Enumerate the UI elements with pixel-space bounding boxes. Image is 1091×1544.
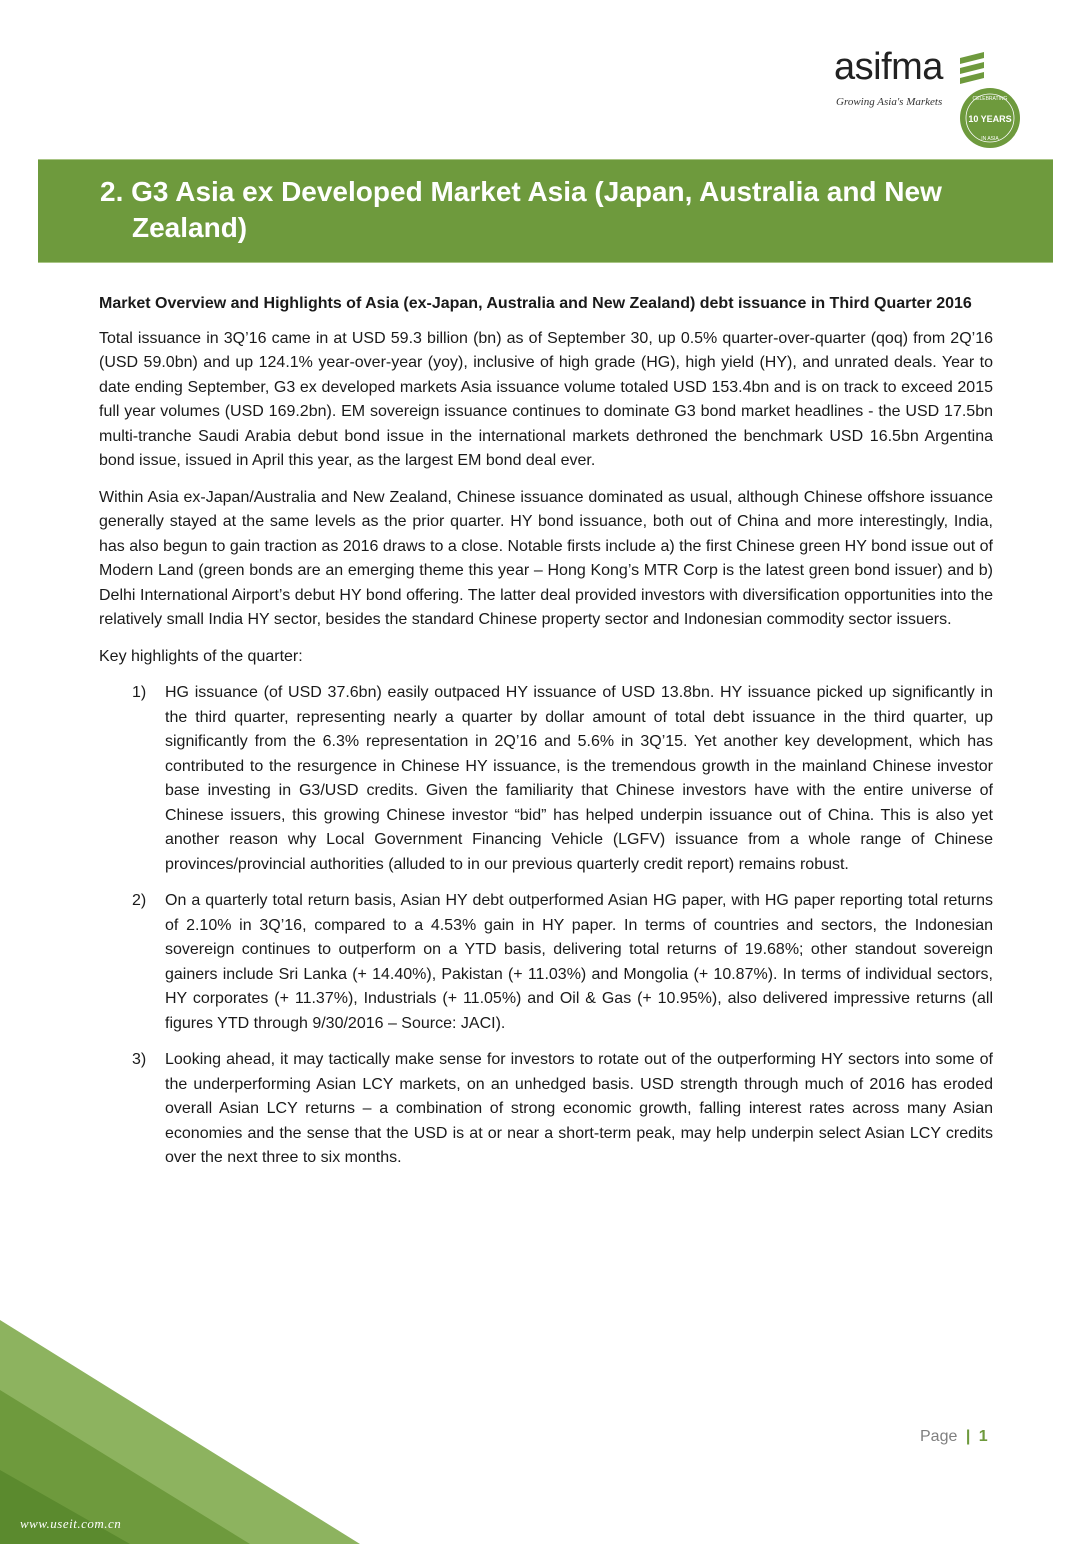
- list-item-text: Looking ahead, it may tactically make sense for investors to rotate out of the outperforming HY sectors into some of the underperforming Asian LCY markets, on an unhedged basis. USD strength through much of 2016 has eroded overall Asian LCY returns – a combination of strong economic growth, falling interest rates across many Asian economies and the sense that the USD is at or near a short-term peak, may help underpin select Asian LCY credits over the next three to six months.: [165, 1051, 993, 1166]
- page-number: [920, 1428, 988, 1446]
- list-item-number: 1): [132, 684, 147, 701]
- section-subheading: Market Overview and Highlights of Asia (ex-Japan, Australia and New Zealand) debt issuance in Third Quarter 2016: [99, 295, 972, 312]
- list-item-text: On a quarterly total return basis, Asian HY debt outperformed Asian HG paper, with HG paper reporting total returns of 2.10% in 3Q’16, compared to a 4.53% gain in HY paper. In terms of countries and sectors, the Indonesian sovereign continues to outperform on a YTD basis, delivering total returns of 19.68%; other standout sovereign gainers include Sri Lanka (+ 14.40%), Pakistan (+ 11.03%) and Mongolia (+ 10.87%). In terms of individual sectors, HY corporates (+ 11.37%), Industrials (+ 11.05%) and Oil & Gas (+ 10.95%), also delivered impressive returns (all figures YTD through 9/30/2016 – Source: JACI).: [165, 892, 993, 1032]
- page-number-value: 1: [978, 1428, 988, 1445]
- section-title: 2. G3 Asia ex Developed Market Asia (Japan, Australia and New Zealand): [100, 176, 942, 243]
- badge-main-text: 10 YEARS: [968, 114, 1012, 124]
- list-item-number: 2): [132, 892, 147, 909]
- highlights-list: [99, 681, 993, 1171]
- anniversary-badge-icon: [958, 86, 1022, 150]
- decorative-corner-triangles: [0, 1320, 360, 1544]
- paragraph-asia-issuance: Within Asia ex-Japan/Australia and New Zealand, Chinese issuance dominated as usual, although Chinese offshore issuance generally stayed at the same levels as the prior quarter. HY bond issuance, both out of China and more interestingly, India, has also begun to gain traction as 2016 draws to a close. Notable firsts include a) the first Chinese green HY bond issue out of Modern Land (green bonds are an emerging theme this year – Hong Kong’s MTR Corp is the latest green bond issuer) and b) Delhi International Airport’s debut HY bond offering. The latter deal provided investors with diversification opportunities into the relatively small India HY sector, besides the standard Chinese property sector and Indonesian commodity sector issuers.: [99, 488, 993, 628]
- badge-top-text: CELEBRATING: [972, 96, 1008, 102]
- page-separator: |: [965, 1428, 971, 1445]
- page-label: Page: [920, 1428, 958, 1445]
- list-item: [99, 889, 993, 1036]
- list-item: [99, 681, 993, 877]
- watermark-url: www.useit.com.cn: [20, 1516, 122, 1531]
- logo-wordmark: asifma: [834, 46, 943, 88]
- list-intro: Key highlights of the quarter:: [99, 647, 303, 665]
- list-item-text: HG issuance (of USD 37.6bn) easily outpaced HY issuance of USD 13.8bn. HY issuance picked up significantly in the third quarter, representing nearly a quarter by dollar amount of total debt issuance in the third quarter, up significantly from the 6.3% representation in 2Q’16 and 5.6% in 3Q’15. Yet another key development, which has contributed to the resurgence in Chinese HY issuance, is the tremendous growth in the mainland Chinese investor base investing in G3/USD credits. Given the familiarity that Chinese investors have with the entire universe of Chinese issuers, this growing Chinese investor “bid” has helped underpin issuance out of China. This is also yet another reason why Local Government Financing Vehicle (LGFV) issuance from a whole range of Chinese provinces/provincial authorities (alluded to in our previous quarterly credit report) remains robust.: [165, 684, 993, 873]
- section-header-band: [38, 159, 1053, 263]
- list-item: [99, 1048, 993, 1171]
- document-body: [99, 292, 993, 1183]
- list-item-number: 3): [132, 1051, 147, 1068]
- logo-stripes-icon: [958, 50, 988, 90]
- badge-bottom-text: IN ASIA: [981, 136, 999, 142]
- asifma-logo: [830, 44, 1030, 144]
- paragraph-overview: Total issuance in 3Q’16 came in at USD 59.3 billion (bn) as of September 30, up 0.5% quarter-over-quarter (qoq) from 2Q’16 (USD 59.0bn) and up 124.1% year-over-year (yoy), inclusive of high grade (HG), high yield (HY), and unrated deals. Year to date ending September, G3 ex developed markets Asia issuance volume totaled USD 153.4bn and is on track to exceed 2015 full year volumes (USD 169.2bn). EM sovereign issuance continues to dominate G3 bond market headlines - the USD 17.5bn multi-tranche Saudi Arabia debut bond issue in the international markets dethroned the benchmark USD 16.5bn Argentina bond issue, issued in April this year, as the largest EM bond deal ever.: [99, 329, 993, 469]
- logo-tagline: Growing Asia's Markets: [836, 96, 943, 108]
